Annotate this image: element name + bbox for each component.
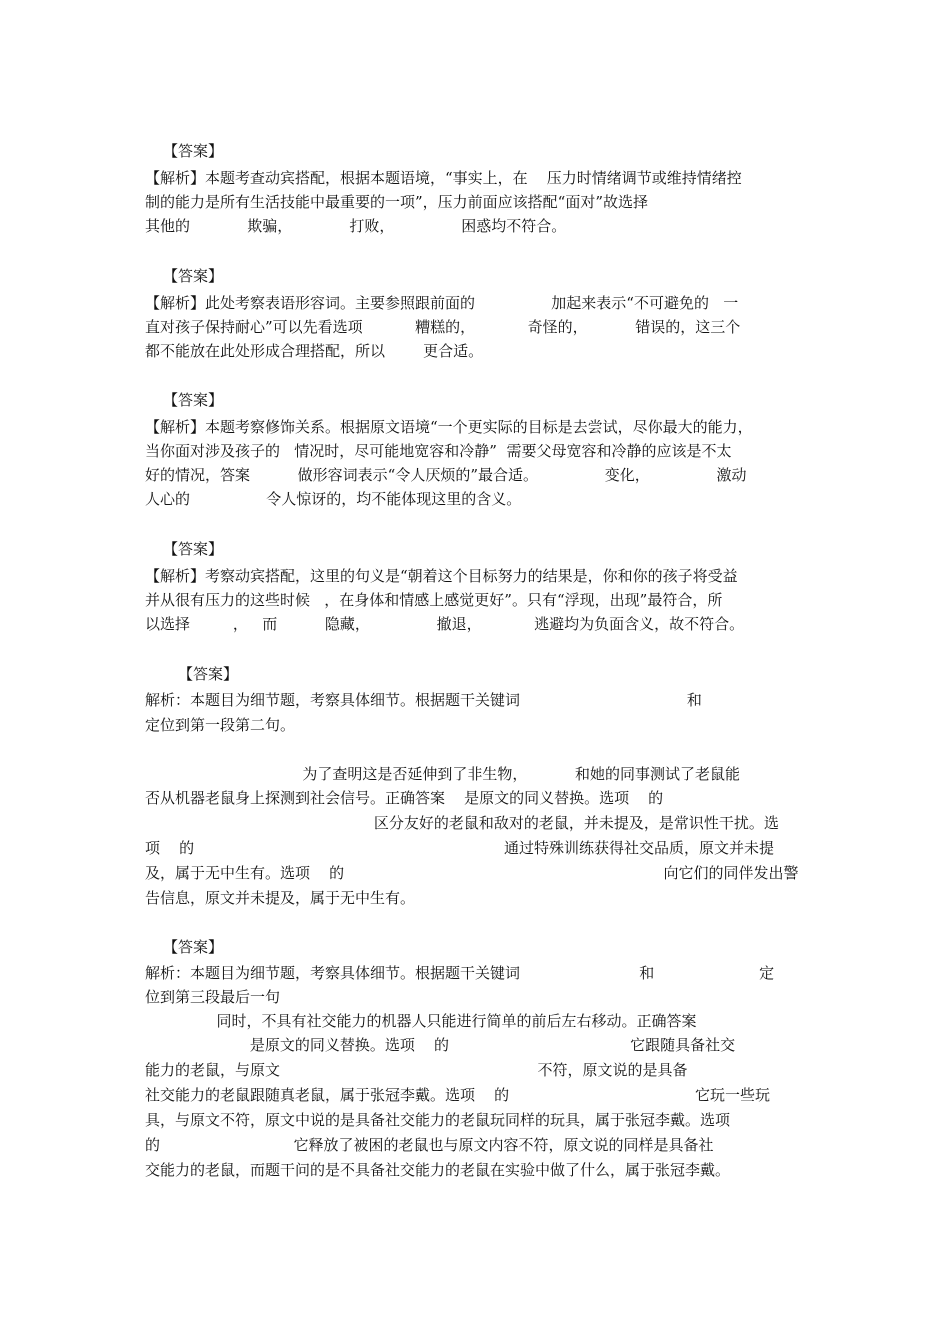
analysis-line: 的 它释放了被困的老鼠也与原文内容不符，原文说的同样是具备社 (145, 1136, 714, 1154)
analysis-line: 制的能力是所有生活技能中最重要的一项”，压力前面应该搭配“面对”故选择 (145, 193, 649, 211)
analysis-line: 及，属于无中生有。选项 的 向它们的同伴发出警 (145, 864, 799, 882)
analysis-line: 当你面对涉及孩子的 情况时，尽可能地宽容和冷静” 需要父母宽容和冷静的应该是不太 (145, 442, 732, 460)
analysis-line: 定位到第一段第二句。 (145, 716, 296, 734)
analysis-line: 【解析】本题考察修饰关系。根据原文语境“一个更实际的目标是去尝试，尽你最大的能力， (145, 418, 753, 436)
analysis-line: 直对孩子保持耐心”可以先看选项 糟糕的， 奇怪的， 错误的，这三个 (145, 318, 741, 336)
answer-heading: 【答案】 (178, 665, 239, 683)
answer-heading: 【答案】 (163, 391, 224, 409)
analysis-line: 解析：本题目为细节题，考察具体细节。根据题干关键词 和 定 (145, 964, 775, 982)
analysis-line: 【解析】考察动宾搭配，这里的句义是“朝着这个目标努力的结果是，你和你的孩子将受益 (145, 567, 738, 585)
analysis-line: 项 的 通过特殊训练获得社交品质，原文并未提 (145, 839, 774, 857)
analysis-line: 都不能放在此处形成合理搭配，所以 更合适。 (145, 342, 484, 360)
analysis-line: 【解析】此处考察表语形容词。主要参照跟前面的 加起来表示“不可避免的 一 (145, 294, 739, 312)
answer-heading: 【答案】 (163, 540, 224, 558)
analysis-line: 同时，不具有社交能力的机器人只能进行简单的前后左右移动。正确答案 (145, 1012, 697, 1030)
analysis-line: 具，与原文不符，原文中说的是具备社交能力的老鼠玩同样的玩具，属于张冠李戴。选项 (145, 1111, 731, 1129)
analysis-line: 解析：本题目为细节题，考察具体细节。根据题干关键词 和 (145, 691, 702, 709)
analysis-line: 以选择 ， 而 隐藏， 撤退， 逃避均为负面含义，故不符合。 (145, 615, 745, 633)
analysis-line: 交能力的老鼠，而题干问的是不具备社交能力的老鼠在实验中做了什么，属于张冠李戴。 (145, 1161, 731, 1179)
analysis-line: 否从机器老鼠身上探测到社会信号。正确答案 是原文的同义替换。选项 的 (145, 789, 664, 807)
analysis-line: 能力的老鼠，与原文 不符，原文说的是具备 (145, 1061, 688, 1079)
analysis-line: 区分友好的老鼠和敌对的老鼠，并未提及，是常识性干扰。选 (145, 814, 779, 832)
analysis-line: 其他的 欺骗， 打败， 困惑均不符合。 (145, 217, 567, 235)
answer-heading: 【答案】 (163, 267, 224, 285)
analysis-line: 是原文的同义替换。选项 的 它跟随具备社交 (145, 1036, 736, 1054)
answer-heading: 【答案】 (163, 142, 224, 160)
analysis-line: 告信息，原文并未提及，属于无中生有。 (145, 889, 416, 907)
analysis-line: 社交能力的老鼠跟随真老鼠，属于张冠李戴。选项 的 它玩一些玩 (145, 1086, 771, 1104)
analysis-line: 【解析】本题考查动宾搭配，根据本题语境，“事实上，在 压力时情绪调节或维持情绪控 (145, 169, 742, 187)
analysis-line: 为了查明这是否延伸到了非生物， 和她的同事测试了老鼠能 (145, 765, 741, 783)
answer-heading: 【答案】 (163, 938, 224, 956)
analysis-line: 并从很有压力的这些时候 ，在身体和情感上感觉更好”。只有“浮现，出现”最符合，所 (145, 591, 723, 609)
analysis-line: 人心的 令人惊讶的，均不能体现这里的含义。 (145, 490, 522, 508)
analysis-line: 好的情况，答案 做形容词表示“令人厌烦的”最合适。 变化， 激动 (145, 466, 747, 484)
analysis-line: 位到第三段最后一句 (145, 988, 281, 1006)
